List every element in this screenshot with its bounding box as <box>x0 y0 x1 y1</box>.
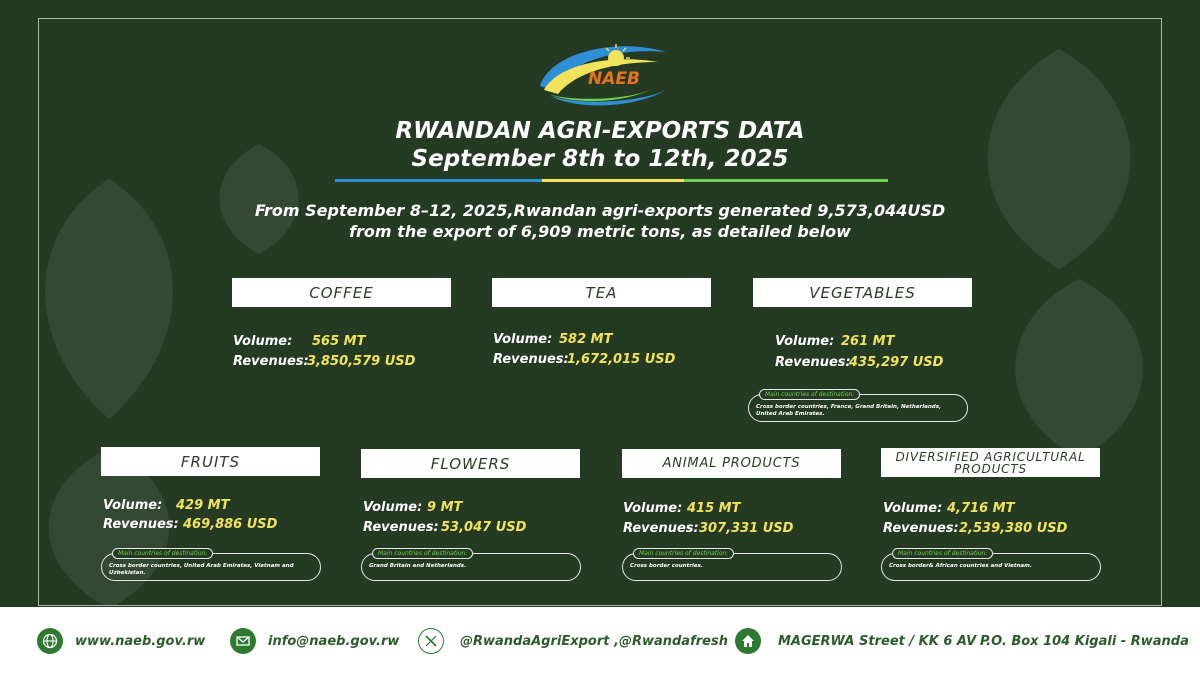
tea-volume: Volume: 582 MT <box>493 332 613 347</box>
mail-icon <box>230 628 256 654</box>
vegetables-volume: Volume: 261 MT <box>775 334 895 349</box>
footer-social-text[interactable]: @RwandaAgriExport ,@Rwandafresh <box>460 633 728 649</box>
diversified-products-volume: Volume: 4,716 MT <box>883 501 1015 516</box>
footer-pobox-text: P.O. Box 104 Kigali - Rwanda <box>980 633 1189 649</box>
diversified-products-title: DIVERSIFIED AGRICULTURAL PRODUCTS <box>881 448 1100 477</box>
footer-address <box>735 627 976 655</box>
summary-line-2: from the export of 6,909 metric tons, as detailed below <box>349 222 851 241</box>
home-icon <box>735 628 761 654</box>
vegetables-destinations: Main countries of destination: Cross border countries, France, Grand Britain, Netherlands, United Arab Emirates. <box>748 394 968 422</box>
footer-website-text[interactable]: www.naeb.gov.rw <box>75 633 206 649</box>
diversified-products-destinations: Main countries of destination: Cross border& African countries and Vietnam. <box>881 553 1101 581</box>
footer-email[interactable] <box>230 627 399 655</box>
naeb-logo <box>532 40 672 106</box>
coffee-revenues: Revenues:3,850,579 USD <box>233 354 416 369</box>
page-title: RWANDAN AGRI-EXPORTS DATA <box>395 118 805 144</box>
tea-revenues: Revenues:1,672,015 USD <box>493 352 676 367</box>
footer-address-text: MAGERWA Street / KK 6 AV <box>778 633 977 649</box>
flowers-destinations: Main countries of destination: Grand Britain and Netherlands. <box>361 553 581 581</box>
animal-products-volume: Volume: 415 MT <box>623 501 741 516</box>
flowers-revenues: Revenues: 53,047 USD <box>363 520 527 535</box>
logo-text: NAEB <box>588 69 640 89</box>
fruits-title: FRUITS <box>101 447 320 476</box>
fruits-destinations: Main countries of destination: Cross border countries, United Arab Emirates, Vietnam and Uzbekistan. <box>101 553 321 581</box>
title-rule-green <box>684 179 888 182</box>
animal-products-destinations: Main countries of destination: Cross border countries. <box>622 553 842 581</box>
coffee-volume: Volume: 565 MT <box>233 334 366 349</box>
flowers-volume: Volume: 9 MT <box>363 500 463 515</box>
diversified-products-revenues: Revenues:2,539,380 USD <box>883 521 1068 536</box>
fruits-revenues: Revenues: 469,886 USD <box>103 517 278 532</box>
page-subtitle-date: September 8th to 12th, 2025 <box>411 146 789 172</box>
footer-website[interactable] <box>37 627 205 655</box>
title-rule-blue <box>335 179 542 182</box>
coffee-title: COFFEE <box>232 278 451 307</box>
title-rule-yellow <box>542 179 684 182</box>
vegetables-title: VEGETABLES <box>753 278 972 307</box>
leaf-decoration-icon <box>979 269 1162 469</box>
footer-email-text[interactable]: info@naeb.gov.rw <box>268 633 400 649</box>
x-twitter-icon <box>418 628 444 654</box>
fruits-volume: Volume: 429 MT <box>103 498 230 513</box>
flowers-title: FLOWERS <box>361 449 580 478</box>
animal-products-revenues: Revenues:307,331 USD <box>623 521 794 536</box>
footer <box>0 607 1200 675</box>
tea-title: TEA <box>492 278 711 307</box>
globe-icon <box>37 628 63 654</box>
footer-social[interactable] <box>418 627 728 655</box>
footer-pobox <box>980 627 1189 655</box>
vegetables-revenues: Revenues:435,297 USD <box>775 355 944 370</box>
animal-products-title: ANIMAL PRODUCTS <box>622 449 841 478</box>
summary-line-1: From September 8–12, 2025,Rwandan agri-exports generated 9,573,044USD <box>254 201 946 220</box>
